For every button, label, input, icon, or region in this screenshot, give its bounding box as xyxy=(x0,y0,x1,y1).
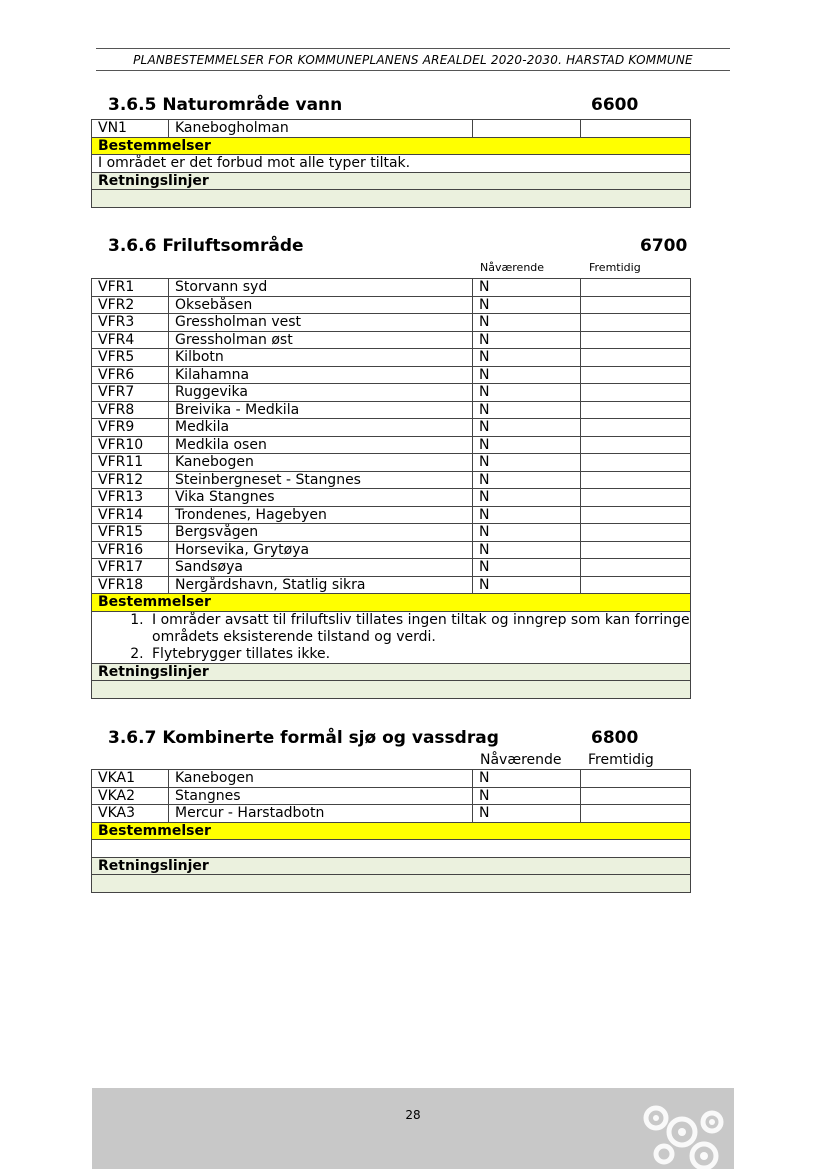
area-id: VKA1 xyxy=(92,770,169,788)
area-future xyxy=(581,576,691,594)
table-row xyxy=(92,419,691,437)
regulation-item: 1. I områder avsatt til friluftsliv tillates ingen tiltak og inngrep som kan forringe områdets eksisterende tilstand og verdi. xyxy=(148,612,690,646)
regulations-text: I området er det forbud mot alle typer tiltak. xyxy=(92,155,691,173)
guidelines-content xyxy=(92,190,691,208)
regulations-content xyxy=(92,840,691,858)
gears-logo-icon xyxy=(634,1088,734,1169)
area-id: VKA2 xyxy=(92,787,169,805)
area-current: N xyxy=(473,559,581,577)
area-current: N xyxy=(473,787,581,805)
area-id: VFR17 xyxy=(92,559,169,577)
table-row xyxy=(92,454,691,472)
area-name: Steinbergneset - Stangnes xyxy=(169,471,473,489)
area-future xyxy=(581,559,691,577)
area-name: Horsevika, Grytøya xyxy=(169,541,473,559)
column-header-future: Fremtidig xyxy=(588,752,654,768)
table-row xyxy=(92,331,691,349)
section-title-friluftsomrade: 3.6.6 Friluftsområde xyxy=(108,236,304,256)
table-row xyxy=(92,296,691,314)
area-name: Medkila xyxy=(169,419,473,437)
area-future xyxy=(581,384,691,402)
table-row xyxy=(92,787,691,805)
area-current: N xyxy=(473,349,581,367)
area-id: VFR10 xyxy=(92,436,169,454)
area-id: VFR7 xyxy=(92,384,169,402)
area-id: VFR16 xyxy=(92,541,169,559)
area-id: VFR3 xyxy=(92,314,169,332)
table-kombinerte-formal xyxy=(91,769,691,893)
section-title-naturomrade-vann: 3.6.5 Naturområde vann xyxy=(108,95,343,115)
column-header-current: Nåværende xyxy=(480,261,545,274)
table-row xyxy=(92,349,691,367)
area-id: VFR13 xyxy=(92,489,169,507)
regulations-label: Bestemmelser xyxy=(92,137,691,155)
area-current: N xyxy=(473,524,581,542)
regulations-content xyxy=(92,611,691,663)
area-future xyxy=(581,419,691,437)
table-row xyxy=(92,524,691,542)
area-future xyxy=(581,120,691,138)
area-id: VFR1 xyxy=(92,279,169,297)
area-name: Mercur - Harstadbotn xyxy=(169,805,473,823)
area-current: N xyxy=(473,279,581,297)
table-naturomrade-vann xyxy=(91,119,691,208)
area-future xyxy=(581,454,691,472)
area-future xyxy=(581,805,691,823)
area-future xyxy=(581,349,691,367)
area-current: N xyxy=(473,541,581,559)
table-row xyxy=(92,436,691,454)
area-current: N xyxy=(473,296,581,314)
area-current: N xyxy=(473,366,581,384)
area-id: VFR12 xyxy=(92,471,169,489)
area-id: VFR4 xyxy=(92,331,169,349)
area-name: Kilbotn xyxy=(169,349,473,367)
area-current: N xyxy=(473,314,581,332)
area-name: Nergårdshavn, Statlig sikra xyxy=(169,576,473,594)
area-name: Kanebogen xyxy=(169,770,473,788)
area-name: Kanebogholman xyxy=(169,120,473,138)
area-future xyxy=(581,366,691,384)
area-name: Breivika - Medkila xyxy=(169,401,473,419)
area-future xyxy=(581,541,691,559)
table-row xyxy=(92,279,691,297)
area-name: Sandsøya xyxy=(169,559,473,577)
area-current: N xyxy=(473,436,581,454)
area-future xyxy=(581,787,691,805)
area-current: N xyxy=(473,401,581,419)
area-future xyxy=(581,489,691,507)
area-id: VFR11 xyxy=(92,454,169,472)
area-id: VFR14 xyxy=(92,506,169,524)
area-future xyxy=(581,401,691,419)
area-current: N xyxy=(473,384,581,402)
section-title-kombinerte-formal: 3.6.7 Kombinerte formål sjø og vassdrag xyxy=(108,728,499,748)
area-name: Gressholman vest xyxy=(169,314,473,332)
regulations-label: Bestemmelser xyxy=(92,594,691,612)
regulations-label: Bestemmelser xyxy=(92,822,691,840)
section-code-kombinerte-formal: 6800 xyxy=(591,728,639,748)
area-future xyxy=(581,506,691,524)
area-future xyxy=(581,314,691,332)
table-row xyxy=(92,506,691,524)
area-id: VKA3 xyxy=(92,805,169,823)
guidelines-label: Retningslinjer xyxy=(92,663,691,681)
table-row xyxy=(92,366,691,384)
area-id: VFR5 xyxy=(92,349,169,367)
area-current: N xyxy=(473,489,581,507)
area-current: N xyxy=(473,576,581,594)
area-id: VFR18 xyxy=(92,576,169,594)
area-name: Trondenes, Hagebyen xyxy=(169,506,473,524)
area-id: VFR9 xyxy=(92,419,169,437)
area-name: Storvann syd xyxy=(169,279,473,297)
regulation-item: 2. Flytebrygger tillates ikke. xyxy=(148,646,690,663)
area-id: VFR2 xyxy=(92,296,169,314)
area-name: Kilahamna xyxy=(169,366,473,384)
table-row xyxy=(92,489,691,507)
page-number: 28 xyxy=(405,1108,421,1122)
table-row xyxy=(92,559,691,577)
area-name: Oksebåsen xyxy=(169,296,473,314)
guidelines-content xyxy=(92,681,691,699)
guidelines-content xyxy=(92,875,691,893)
table-row xyxy=(92,471,691,489)
area-id: VFR15 xyxy=(92,524,169,542)
area-current: N xyxy=(473,471,581,489)
area-future xyxy=(581,770,691,788)
table-row xyxy=(92,805,691,823)
area-future xyxy=(581,296,691,314)
header-rule-bottom xyxy=(96,70,730,71)
area-name: Medkila osen xyxy=(169,436,473,454)
table-row xyxy=(92,401,691,419)
table-row xyxy=(92,384,691,402)
area-future xyxy=(581,279,691,297)
guidelines-label: Retningslinjer xyxy=(92,172,691,190)
area-future xyxy=(581,524,691,542)
area-current xyxy=(473,120,581,138)
table-friluftsomrade xyxy=(91,278,691,699)
table-row xyxy=(92,770,691,788)
area-id: VFR8 xyxy=(92,401,169,419)
area-name: Bergsvågen xyxy=(169,524,473,542)
column-header-current: Nåværende xyxy=(480,752,562,768)
page-footer xyxy=(92,1088,734,1169)
area-future xyxy=(581,471,691,489)
area-name: Ruggevika xyxy=(169,384,473,402)
area-current: N xyxy=(473,770,581,788)
document-header: PLANBESTEMMELSER FOR KOMMUNEPLANENS AREALDEL 2020-2030. HARSTAD KOMMUNE xyxy=(133,53,693,67)
table-row xyxy=(92,576,691,594)
guidelines-label: Retningslinjer xyxy=(92,857,691,875)
area-current: N xyxy=(473,454,581,472)
header-rule-top xyxy=(96,48,730,49)
area-current: N xyxy=(473,419,581,437)
area-current: N xyxy=(473,805,581,823)
table-row xyxy=(92,314,691,332)
area-id: VFR6 xyxy=(92,366,169,384)
area-name: Kanebogen xyxy=(169,454,473,472)
table-row xyxy=(92,120,691,138)
table-row xyxy=(92,541,691,559)
column-header-future: Fremtidig xyxy=(589,261,641,274)
section-code-friluftsomrade: 6700 xyxy=(640,236,688,256)
area-name: Stangnes xyxy=(169,787,473,805)
area-current: N xyxy=(473,506,581,524)
area-id: VN1 xyxy=(92,120,169,138)
area-current: N xyxy=(473,331,581,349)
section-code-naturomrade-vann: 6600 xyxy=(591,95,639,115)
area-name: Gressholman øst xyxy=(169,331,473,349)
area-future xyxy=(581,331,691,349)
area-name: Vika Stangnes xyxy=(169,489,473,507)
area-future xyxy=(581,436,691,454)
